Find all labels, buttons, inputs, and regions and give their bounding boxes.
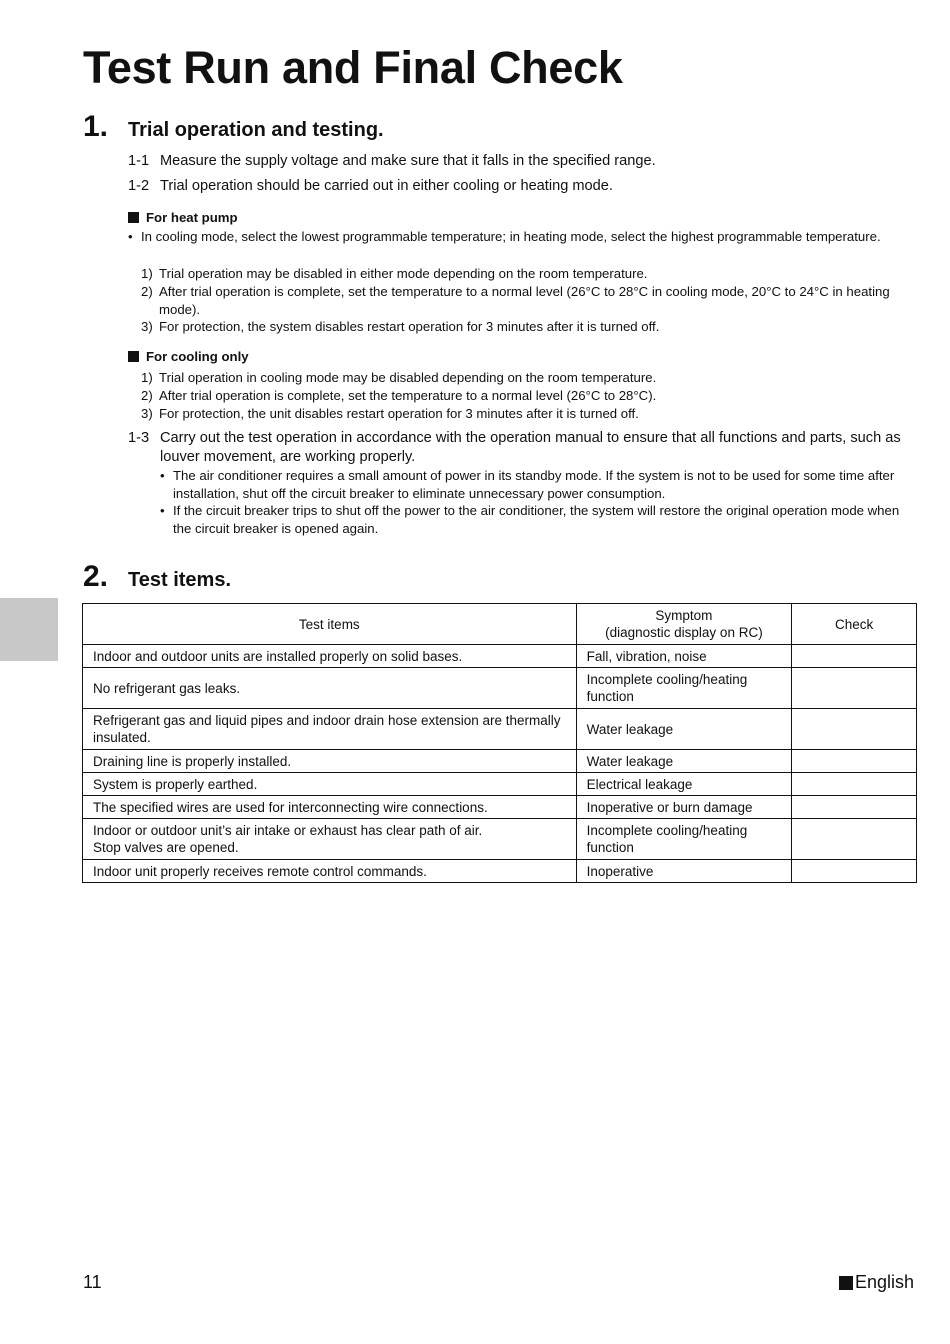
- cooling-only-item-2: 2) After trial operation is complete, set the temperature to a normal level (26°C to 28°C).: [141, 388, 657, 403]
- table-row: [83, 709, 917, 750]
- table-row: [83, 860, 917, 883]
- heat-pump-heading: For heat pump: [128, 210, 238, 225]
- bullet-icon: •: [160, 503, 165, 518]
- test-item-cell: Indoor unit properly receives remote control commands.: [83, 860, 577, 883]
- test-item-cell: No refrigerant gas leaks.: [83, 668, 577, 709]
- test-item-cell: Indoor or outdoor unit’s air intake or exhaust has clear path of air. Stop valves are opened.: [83, 819, 577, 860]
- step-1-3: [128, 429, 914, 467]
- step-1-3-bullet-1: • The air conditioner requires a small amount of power in its standby mode. If the system is not to be used for some time after installation, shut off the circuit breaker to eliminate unnecessary power consumption.: [160, 468, 895, 501]
- check-cell: [792, 645, 917, 668]
- section-1-number: 1.: [83, 110, 109, 143]
- language-label: English: [839, 1272, 914, 1293]
- table-row: [83, 668, 917, 709]
- section-2-title: Test items.: [128, 569, 231, 591]
- section-1-title: Trial operation and testing.: [128, 119, 384, 141]
- check-cell: [792, 668, 917, 709]
- step-number: 1-1: [128, 153, 150, 169]
- test-item-cell: Draining line is properly installed.: [83, 750, 577, 773]
- cooling-only-heading: For cooling only: [128, 349, 249, 364]
- check-cell: [792, 796, 917, 819]
- check-cell: [792, 819, 917, 860]
- check-cell: [792, 750, 917, 773]
- symptom-cell: Water leakage: [576, 750, 792, 773]
- table-row: [83, 773, 917, 796]
- heat-pump-item-3: 3) For protection, the system disables restart operation for 3 minutes after it is turned off.: [141, 319, 660, 334]
- symptom-cell: Inoperative or burn damage: [576, 796, 792, 819]
- cooling-only-item-3: 3) For protection, the unit disables restart operation for 3 minutes after it is turned off.: [141, 406, 639, 421]
- step-text: Carry out the test operation in accordance with the operation manual to ensure that all functions and parts, such as louver movement, are working properly.: [160, 430, 901, 465]
- step-text: Trial operation should be carried out in either cooling or heating mode.: [160, 178, 613, 194]
- header-symptom: Symptom (diagnostic display on RC): [576, 604, 792, 645]
- table-header-row: [83, 604, 917, 645]
- test-item-cell: The specified wires are used for interconnecting wire connections.: [83, 796, 577, 819]
- step-1-1: [128, 152, 914, 171]
- page-title: Test Run and Final Check: [83, 42, 623, 93]
- test-item-cell: Indoor and outdoor units are installed properly on solid bases.: [83, 645, 577, 668]
- symptom-cell: Incomplete cooling/heating function: [576, 668, 792, 709]
- square-bullet-icon: [128, 351, 139, 362]
- section-2-number: 2.: [83, 560, 109, 593]
- symptom-cell: Inoperative: [576, 860, 792, 883]
- test-items-table: [82, 603, 917, 883]
- header-check: Check: [792, 604, 917, 645]
- table-row: [83, 796, 917, 819]
- symptom-cell: Incomplete cooling/heating function: [576, 819, 792, 860]
- cooling-only-item-1: 1) Trial operation in cooling mode may be disabled depending on the room temperature.: [141, 370, 657, 385]
- step-number: 1-2: [128, 178, 150, 194]
- step-1-2: [128, 177, 914, 196]
- step-number: 1-3: [128, 430, 150, 446]
- heat-pump-item-2: 2) After trial operation is complete, set the temperature to a normal level (26°C to 28°C in cooling mode, 20°C to 24°C in heating mode).: [141, 284, 890, 317]
- heat-pump-bullet: • In cooling mode, select the lowest programmable temperature; in heating mode, select the highest programmable temperature.: [128, 229, 881, 244]
- table-row: [83, 645, 917, 668]
- bullet-icon: •: [160, 468, 165, 483]
- symptom-cell: Electrical leakage: [576, 773, 792, 796]
- check-cell: [792, 860, 917, 883]
- page-number: 11: [83, 1272, 102, 1292]
- section-1-heading: [83, 110, 384, 144]
- step-text: Measure the supply voltage and make sure that it falls in the specified range.: [160, 153, 656, 169]
- table-row: [83, 750, 917, 773]
- symptom-cell: Fall, vibration, noise: [576, 645, 792, 668]
- symptom-cell: Water leakage: [576, 709, 792, 750]
- check-cell: [792, 773, 917, 796]
- square-bullet-icon: [128, 212, 139, 223]
- bullet-icon: •: [128, 229, 133, 244]
- check-cell: [792, 709, 917, 750]
- test-item-cell: Refrigerant gas and liquid pipes and indoor drain hose extension are thermally insulated.: [83, 709, 577, 750]
- square-bullet-icon: [839, 1276, 853, 1290]
- section-2-heading: [83, 560, 231, 594]
- heat-pump-item-1: 1) Trial operation may be disabled in either mode depending on the room temperature.: [141, 266, 648, 281]
- table-row: [83, 819, 917, 860]
- header-test-items: Test items: [83, 604, 577, 645]
- side-thumb-tab: [0, 598, 58, 661]
- test-item-cell: System is properly earthed.: [83, 773, 577, 796]
- step-1-3-bullet-2: • If the circuit breaker trips to shut off the power to the air conditioner, the system will restore the original operation mode when the circuit breaker is opened again.: [160, 503, 900, 536]
